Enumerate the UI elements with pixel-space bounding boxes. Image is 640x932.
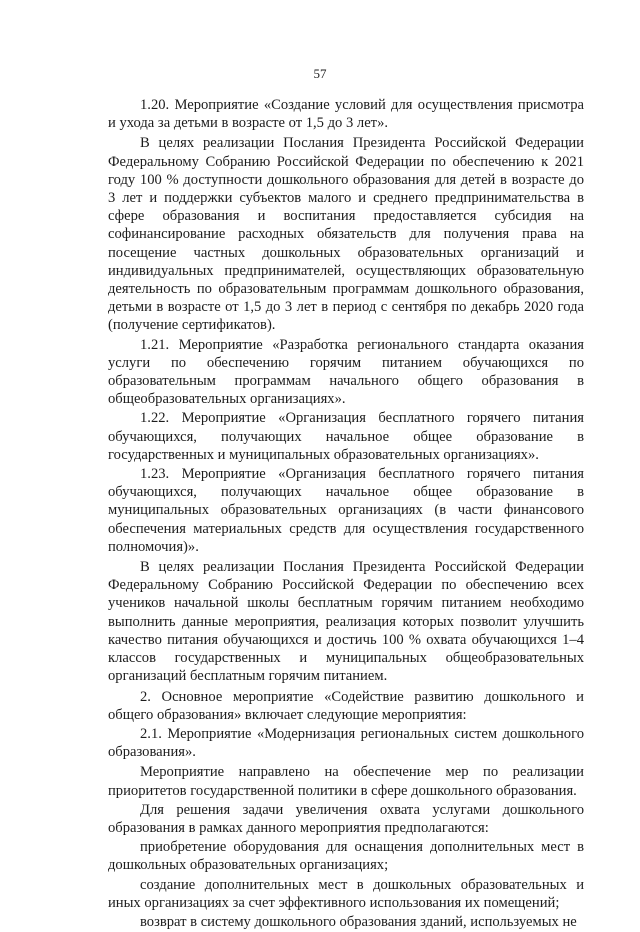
document-body	[108, 96, 584, 932]
paragraph-1-20: 1.20. Мероприятие «Создание условий для осуществления присмотра и ухода за детьми в возрасте от 1,5 до 3 лет».	[108, 97, 584, 132]
paragraph-1-21: 1.21. Мероприятие «Разработка регионального стандарта оказания услуги по обеспечению горячим питанием обучающихся по образовательным программам начального общего образования в общеобразовательных организациях».	[108, 336, 584, 408]
paragraph-2-1: 2.1. Мероприятие «Модернизация региональных систем дошкольного образования».	[108, 725, 584, 761]
list-item-additional-places: создание дополнительных мест в дошкольных образовательных и иных организациях за счет эффективного использования их помещений;	[108, 876, 584, 911]
paragraph-2: 2. Основное мероприятие «Содействие развитию дошкольного и общего образования» включает следующие мероприятия:	[108, 688, 584, 723]
paragraph-1-22: 1.22. Мероприятие «Организация бесплатного горячего питания обучающихся, получающих начальное общее образование в государственных и муниципальных образовательных организациях».	[108, 410, 584, 463]
list-item-equipment: приобретение оборудования для оснащения дополнительных мест в дошкольных образовательных организациях;	[108, 839, 584, 874]
page-number: 57	[313, 66, 327, 81]
paragraph-priorities: Мероприятие направлено на обеспечение мер по реализации приоритетов государственной политики в сфере дошкольного образования.	[108, 764, 584, 799]
paragraph-tasks: Для решения задачи увеличения охвата услугами дошкольного образования в рамках данного мероприятия предполагаются:	[108, 801, 584, 836]
paragraph-hot-meals: В целях реализации Послания Президента Российской Федерации Федеральному Собранию Российской Федерации по обеспечению всех учеников начальной школы бесплатным горячим питанием необходимо выполнить данные мероприятия, реализация которых позволит улучшить качество питания обучающихся и достичь 100 % охвата обучающихся 1–4 классов государственных и муниципальных общеобразовательных организаций бесплатным горячим питанием.	[108, 559, 584, 685]
list-item-return-buildings: возврат в систему дошкольного образования зданий, используемых не	[140, 913, 577, 930]
paragraph-1-23: 1.23. Мероприятие «Организация бесплатного горячего питания обучающихся, получающих начальное общее образование в муниципальных образовательных организациях (в части финансового обеспечения материальных средств для осуществления государственного полномочия)».	[108, 466, 584, 555]
paragraph-subsidy: В целях реализации Послания Президента Российской Федерации Федеральному Собранию Российской Федерации по обеспечению к 2021 году 100 % доступности дошкольного образования для детей в возрасте до 3 лет и поддержки субъектов малого и среднего предпринимательства в сфере образования и воспитания предоставляется субсидия на софинансирование расходных обязательств для получения права на посещение частных дошкольных образовательных организаций и индивидуальных предпринимателей, осуществляющих образовательную деятельность по образовательным программам дошкольного образования, детьми в возрасте от 1,5 до 3 лет в период с сентября по декабрь 2020 года (получение сертификатов).	[108, 135, 584, 334]
